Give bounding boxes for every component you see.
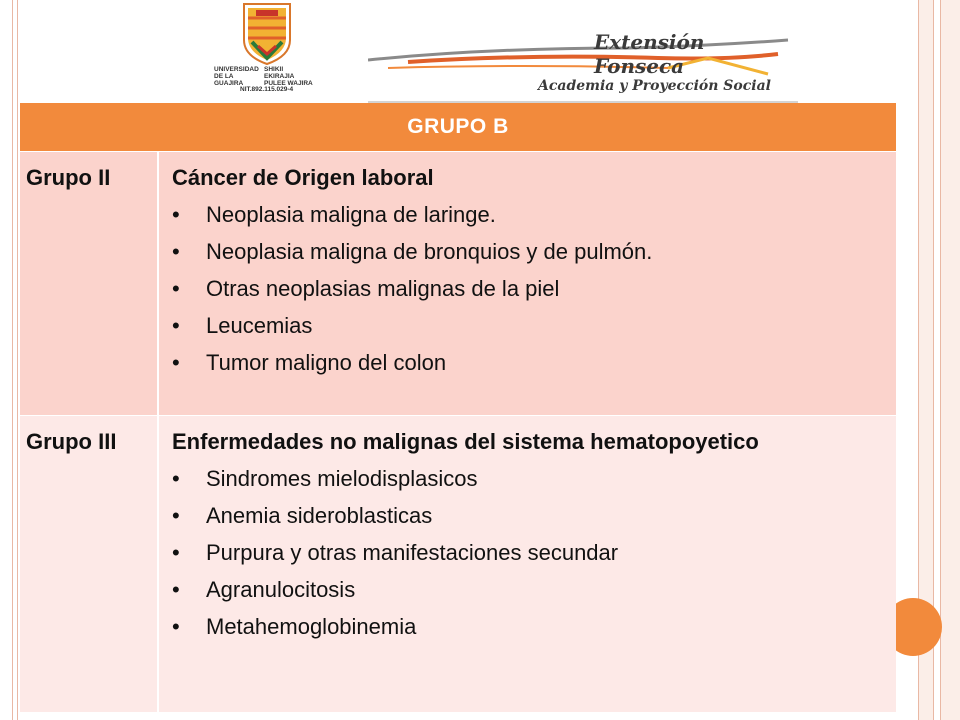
extension-subtitle: Academia y Proyección Social (538, 78, 771, 94)
list-item: • Tumor maligno del colon (172, 344, 886, 381)
bullet-icon: • (172, 350, 180, 375)
bullet-icon: • (172, 276, 180, 301)
bullet-icon: • (172, 503, 180, 528)
bullet-icon: • (172, 239, 180, 264)
list-item: • Agranulocitosis (172, 571, 886, 608)
university-name: UNIVERSIDAD DE LA GUAJIRA SHIKII EKIRAJIA PULEE WAJIRA (214, 66, 313, 87)
university-nit: NIT.892.115.029-4 (240, 86, 294, 93)
list-item: • Sindromes mielodisplasicos (172, 460, 886, 497)
table-header (20, 103, 896, 151)
bullet-icon: • (172, 540, 180, 565)
extension-logo (368, 18, 798, 104)
group-cell: Grupo II (20, 152, 159, 415)
content-title: Enfermedades no malignas del sistema hematopoyetico (172, 429, 759, 454)
table-row (20, 151, 896, 415)
university-shield-icon (212, 0, 322, 66)
bullet-icon: • (172, 313, 180, 338)
item-list (172, 196, 886, 381)
list-item: • Anemia sideroblasticas (172, 497, 886, 534)
extension-title: Extensión Fonseca (594, 30, 705, 78)
list-item: • Neoplasia maligna de bronquios y de pulmón. (172, 233, 886, 270)
slide-frame-left (12, 0, 18, 720)
item-list (172, 460, 886, 645)
content-cell (159, 152, 896, 415)
list-item: • Purpura y otras manifestaciones secundar (172, 534, 886, 571)
grupo-b-table (20, 103, 896, 712)
content-cell (159, 416, 896, 712)
list-item: • Metahemoglobinemia (172, 608, 886, 645)
bullet-icon: • (172, 577, 180, 602)
table-row (20, 415, 896, 712)
list-item: • Leucemias (172, 307, 886, 344)
table-header-title: GRUPO B (407, 115, 509, 138)
bullet-icon: • (172, 202, 180, 227)
list-item: • Otras neoplasias malignas de la piel (172, 270, 886, 307)
bullet-icon: • (172, 614, 180, 639)
university-logo (212, 0, 322, 100)
content-title: Cáncer de Origen laboral (172, 165, 434, 190)
group-cell: Grupo III (20, 416, 159, 712)
list-item: • Neoplasia maligna de laringe. (172, 196, 886, 233)
bullet-icon: • (172, 466, 180, 491)
